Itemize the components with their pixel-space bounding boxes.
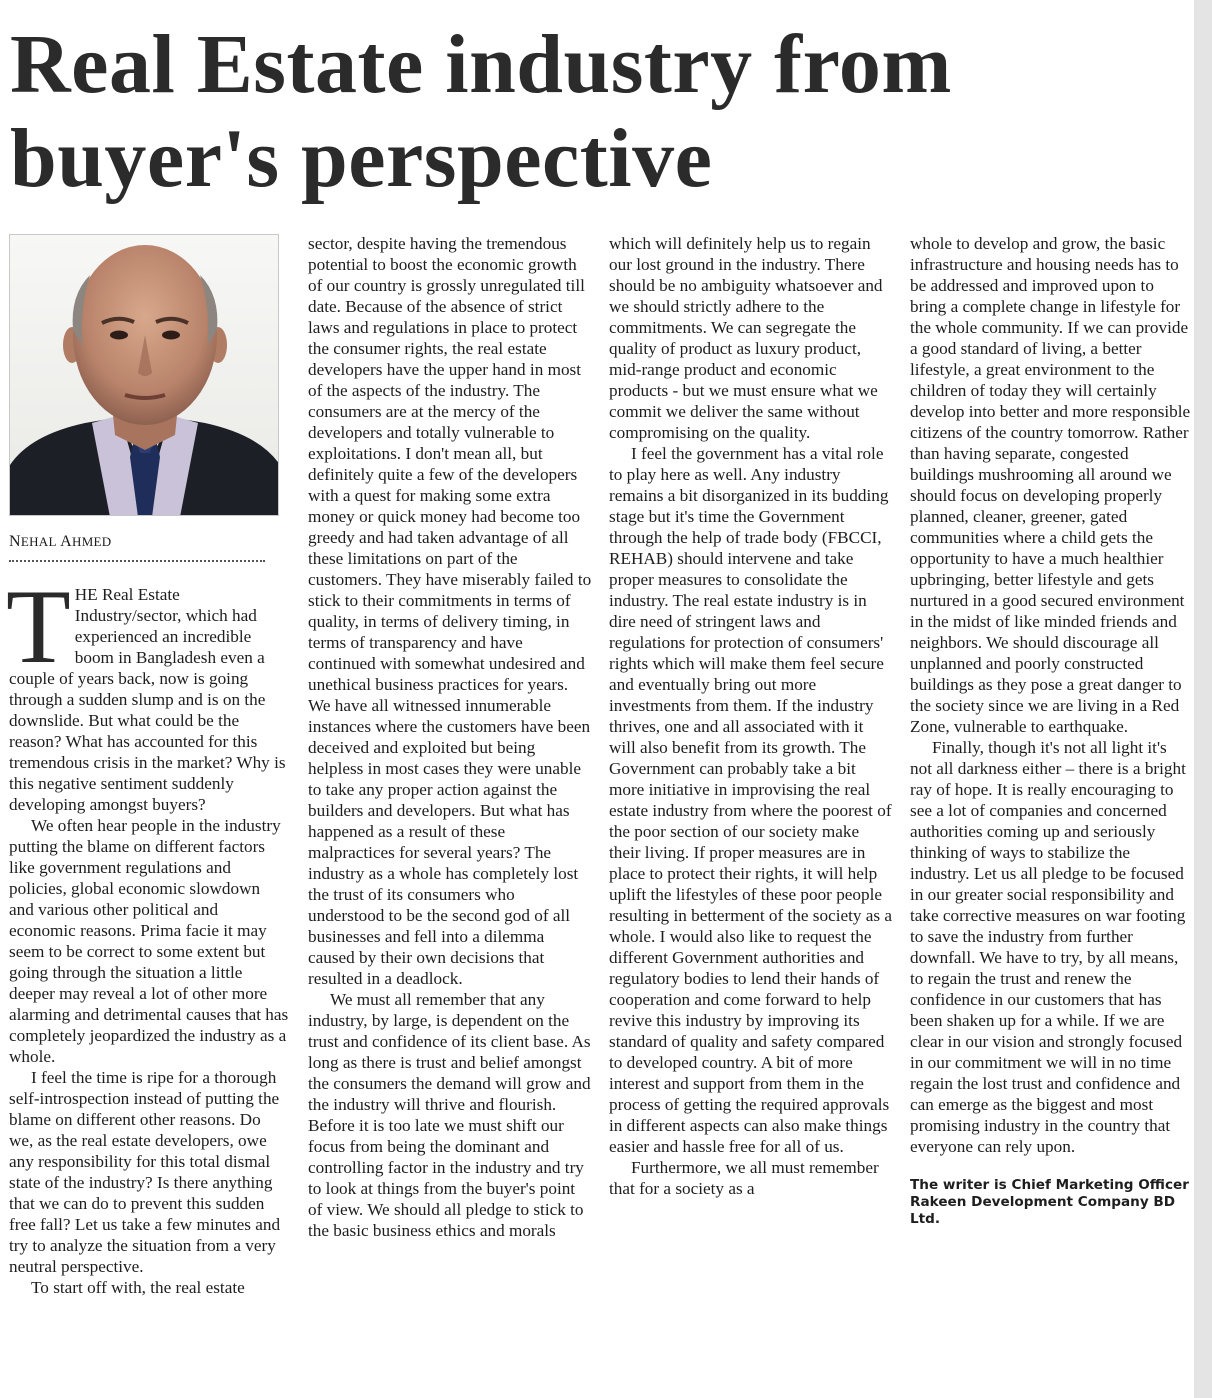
author-photo — [9, 234, 279, 516]
writer-credit-company: Rakeen Development Company BD Ltd. — [910, 1194, 1176, 1227]
article-column-2 — [308, 233, 593, 1241]
byline-divider — [9, 560, 265, 562]
paragraph: which will definitely help us to regain our lost ground in the industry. There should be no ambiguity whatsoever and we should strictly adhere to the commitments. We can segregate the quality of product as luxury product, mid-range product and economic products - but we must ensure what we commit we deliver the same without compromising on the quality. — [609, 234, 883, 442]
paragraph: Furthermore, we all must remember that for a society as a — [609, 1158, 879, 1198]
paragraph: whole to develop and grow, the basic infrastructure and housing needs has to be addressed and improved upon to bring a complete change in lifestyle for the whole community. If we can provide a good standard of living, a better lifestyle, a great environment to the children of today they will certainly develop into better and more responsible citizens of the country tomorrow. Rather than having separate, congested buildings mushrooming all around we should focus on developing properly planned, cleaner, greener, gated communities where a child gets the opportunity to have a much healthier upbringing, better lifestyle and gets nurtured in a good secured environment in the midst of like minded friends and neighbors. We should discourage all unplanned and poorly constructed buildings as they pose a great danger to the society since we are living in a Red Zone, vulnerable to earthquake. — [910, 234, 1191, 736]
paragraph: sector, despite having the tremendous potential to boost the economic growth of our country is grossly unregulated till date. Because of the absence of strict laws and regulations in place to protect the consumer rights, the real estate developers have the upper hand in most of the aspects of the industry. The consumers are at the mercy of the developers and totally vulnerable to exploitations. I don't mean all, but definitely quite a few of the developers with a quest for making some extra money or quick money had become too greedy and had taken advantage of all these limitations on part of the customers. They have miserably failed to stick to their commitments in terms of quality, in terms of delivery timing, in terms of transparency and have continued with somewhat undesired and unethical business practices for years. We have all witnessed innumerable instances where the customers have been deceived and exploited but being helpless in most cases they were unable to take any proper action against the builders and developers. But what has happened as a result of these malpractices for several years? The industry as a whole has completely lost the trust of its consumers who understood to be the second god of all businesses and fell into a dilemma caused by their own decisions that resulted in a deadlock. — [308, 234, 592, 988]
headline-line-1: Real Estate industry from — [10, 18, 952, 111]
paragraph: I feel the time is ripe for a thorough self-introspection instead of putting the blame on different other reasons. Do we, as the real estate developers, owe any responsibility for this total dismal state of the industry? Is there anything that we can do to prevent this sudden free fall? Let us take a few minutes and try to analyze the situation from a very neutral perspective. — [9, 1068, 281, 1276]
paragraph: We must all remember that any industry, by large, is dependent on the trust and confidence of its client base. As long as there is trust and belief amongst the consumers the demand will grow and the industry will thrive and flourish. Before it is too late we must shift our focus from being the dominant and controlling factor in the industry and try to look at things from the buyer's point of view. We should all pledge to stick to the basic business ethics and morals — [308, 990, 591, 1240]
drop-cap: T — [6, 568, 71, 685]
headline — [10, 18, 1180, 206]
paragraph: Finally, though it's not all light it's not all darkness either – there is a bright ray of hope. It is really encouraging to see a lot of companies and concerned authorities coming up and seriously thinking of ways to stabilize the industry. Let us all pledge to be focused in our greater social responsibility and take corrective measures on war footing to save the industry from further downfall. We have to try, by all means, to regain the trust and renew the confidence in our customers that has been shaken up for a while. If we are clear in our vision and strongly focused in our commitment we will in no time regain the lost trust and confidence and can emerge as the biggest and most promising industry in the country that everyone can rely upon. — [910, 738, 1186, 1156]
byline-first-rest: EHAL — [20, 534, 57, 549]
article-column-4 — [910, 233, 1192, 1228]
paragraph: I feel the government has a vital role to play here as well. Any industry remains a bit disorganized in its budding stage but it's time the Government through the help of trade body (FBCCI, REHAB) should intervene and take proper measures to consolidate the industry. The real estate industry is in dire need of stringent laws and regulations for protection of consumers' rights which will make them feel secure and eventually bring out more investments from them. If the industry thrives, one and all associated with it will also benefit from its growth. The Government can probably take a bit more initiative in improvising the real estate industry from where the poorest of the poor section of our society make their living. If proper measures are in place to protect their rights, it will help uplift the lifestyles of these poor people resulting in betterment of the society as a whole. I would also like to request the different Government authorities and regulatory bodies to lend their hands of cooperation and come forward to help revive this industry by improving its standard of quality and safety compared to developed country. A bit of more interest and support from them in the process of getting the required approvals in different aspects can also make things easier and hassle free for all of us. — [609, 444, 893, 1156]
byline-last-rest: HMED — [72, 534, 112, 549]
portrait-photo-icon — [10, 235, 279, 516]
page-edge-strip — [1194, 0, 1212, 1398]
byline-first-initial: N — [9, 533, 21, 550]
article-column-3 — [609, 233, 893, 1199]
writer-credit — [910, 1177, 1192, 1228]
byline-last-initial: A — [60, 533, 72, 550]
paragraph: We often hear people in the industry putting the blame on different factors like government regulations and policies, global economic slowdown and various other political and economic reasons. Prima facie it may seem to be correct to some extent but going through the situation a little deeper may reveal a lot of other more alarming and detrimental causes that has completely jeopardized the industry as a whole. — [9, 816, 289, 1066]
writer-credit-title: The writer is Chief Marketing Officer — [910, 1177, 1189, 1193]
paragraph: HE Real Estate Industry/sector, which had experienced an incredible boom in Bangladesh even a couple of years back, now is going through a sudden slump and is on the downslide. But what could be the reason? What has accounted for this tremendous crisis in the market? Why is this negative sentiment suddenly developing amongst buyers? — [9, 585, 286, 814]
paragraph: To start off with, the real estate — [31, 1278, 245, 1297]
headline-line-2: buyer's perspective — [10, 112, 713, 205]
author-byline — [9, 533, 111, 551]
article-column-1 — [6, 568, 289, 1298]
